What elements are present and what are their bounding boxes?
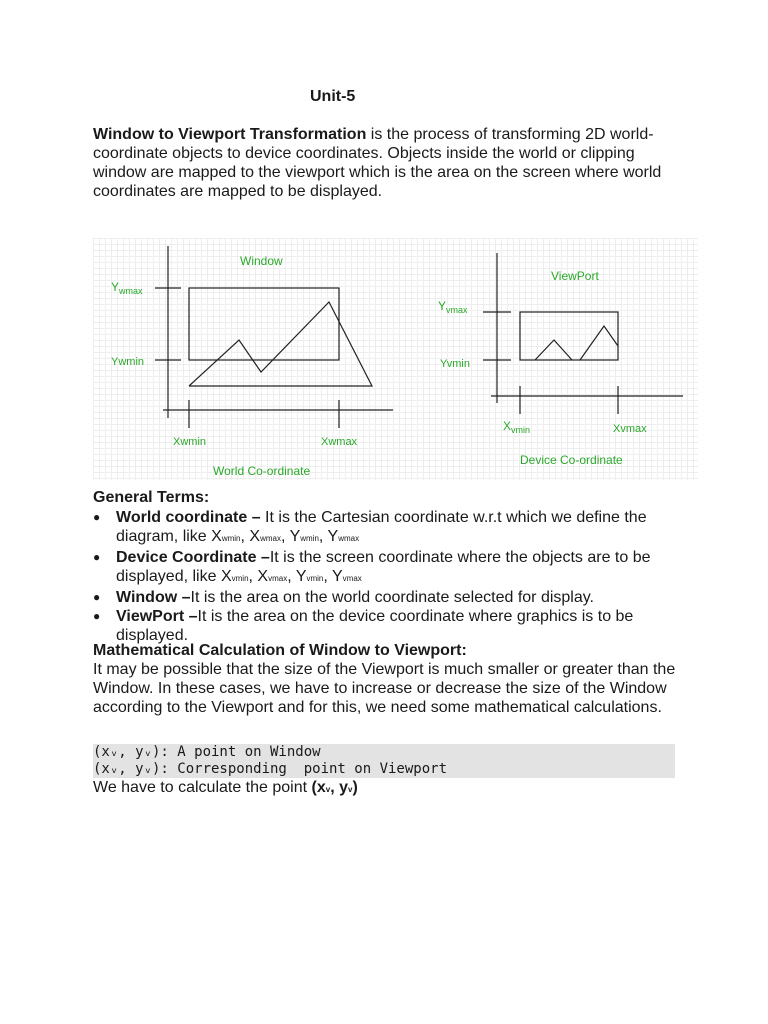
- calc-text: We have to calculate the point: [93, 779, 312, 796]
- term-text: It is the Cartesian coordinate w.r.t which we define the diagram, like: [116, 509, 647, 545]
- device-ymax-label: $Y_{vmax}$: [438, 299, 468, 315]
- term-label: Window –: [116, 589, 191, 606]
- term-var: Xvmin: [220, 568, 249, 585]
- device-ymin-label: Yvmin: [440, 358, 470, 370]
- device-caption: Device Co-ordinate: [520, 453, 623, 467]
- bullet-icon: ●: [93, 609, 101, 623]
- list-item: ● World coordinate – It is the Cartesian coordinate w.r.t which we define the diagram, like Xwmin, Xwmax, Ywmin, Ywmax: [93, 509, 647, 545]
- term-var: Yvmin: [295, 568, 324, 585]
- calc-sentence: [93, 779, 358, 797]
- term-var: Xwmax: [249, 528, 281, 545]
- term-var: Yvmax: [331, 568, 362, 585]
- term-text: It is the screen coordinate where the objects are to be displayed, like: [116, 549, 651, 585]
- list-item: [93, 588, 683, 607]
- term-var: Ywmax: [327, 528, 360, 545]
- intro-text: is the process of transforming 2D world-coordinate objects to device coordinates. Objects inside the world or clipping window are mapped to the viewport which is the area on the screen where world coordinates are mapped to be displayed.: [93, 126, 662, 200]
- world-object-shape: [189, 302, 372, 386]
- world-xmax-label: Xwmax: [321, 436, 358, 448]
- device-shape-right: [580, 326, 618, 360]
- window-title: Window: [240, 254, 283, 268]
- device-viewport-rect: [520, 312, 618, 360]
- world-window-rect: [189, 288, 339, 360]
- bullet-icon: ●: [93, 550, 101, 564]
- world-ymin-label: Ywmin: [111, 356, 145, 368]
- term-var: Xvmax: [257, 568, 288, 585]
- term-label: Device Coordinate –: [116, 549, 270, 566]
- math-paragraph: It may be possible that the size of the Viewport is much smaller or greater than the Window. In these cases, we have to increase or decrease the size of the Window according to the Viewport and for this, we need some mathematical calculations.: [93, 661, 676, 716]
- intro-term: Window to Viewport Transformation: [93, 126, 367, 143]
- bullet-icon: ●: [93, 590, 101, 604]
- window-viewport-figure: [93, 238, 698, 480]
- general-terms-list: [93, 508, 683, 645]
- math-heading: Mathematical Calculation of Window to Viewport:: [93, 642, 467, 659]
- list-item: [93, 607, 683, 645]
- term-label: ViewPort –: [116, 608, 198, 625]
- unit-title: Unit-5: [310, 88, 356, 105]
- device-xmin-label: $X_{vmin}$: [503, 419, 531, 435]
- world-xmin-label: Xwmin: [173, 436, 207, 448]
- term-text: It is the area on the world coordinate selected for display.: [190, 589, 594, 606]
- term-var: Ywmin: [289, 528, 319, 545]
- world-diagram: [155, 246, 393, 428]
- list-item: ● Device Coordinate –It is the screen coordinate where the objects are to be displayed, like Xvmin, Xvmax, Yvmin, Yvmax: [93, 549, 651, 585]
- device-shape-left: [535, 340, 572, 360]
- code-block: [93, 744, 675, 778]
- term-text: It is the area on the device coordinate where graphics is to be displayed.: [116, 608, 634, 644]
- term-label: World coordinate –: [116, 509, 261, 526]
- world-ymax-label: $Y_{wmax}$: [111, 280, 143, 296]
- bullet-icon: ●: [93, 510, 101, 524]
- term-var: Xwmin: [211, 528, 241, 545]
- world-caption: World Co-ordinate: [213, 464, 311, 478]
- intro-paragraph: [93, 125, 683, 201]
- calc-point: (xv, yv): [311, 779, 358, 796]
- viewport-title: ViewPort: [551, 269, 599, 283]
- transformation-diagram: [93, 238, 698, 480]
- device-xmax-label: Xvmax: [613, 423, 647, 435]
- general-terms-heading: General Terms:: [93, 489, 210, 506]
- code-line: (xᵥ, yᵥ): A point on Window: [93, 744, 321, 760]
- code-line: (xᵥ, yᵥ): Corresponding point on Viewport: [93, 761, 448, 777]
